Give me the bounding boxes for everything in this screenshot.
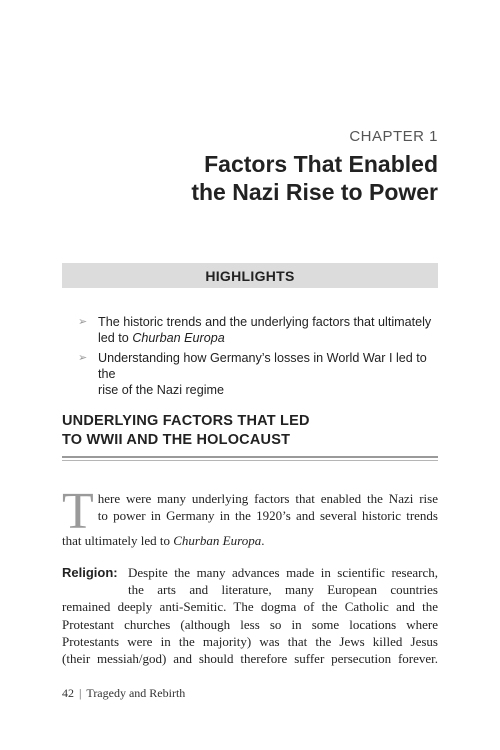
highlight-item bbox=[78, 350, 438, 398]
intro-line: to power in Germany in the 1920’s and several historic trends bbox=[97, 508, 438, 523]
highlights-heading: HIGHLIGHTS bbox=[62, 263, 438, 288]
chapter-label: CHAPTER 1 bbox=[349, 128, 438, 145]
chapter-title bbox=[191, 150, 438, 206]
religion-line: Protestants were in the majority) was that the Jews killed Jesus bbox=[62, 633, 438, 649]
page-number: 42 bbox=[62, 686, 74, 700]
highlight-text-line-2 bbox=[98, 382, 438, 398]
intro-paragraph bbox=[62, 483, 438, 549]
religion-line: Despite the many advances made in scientific research, bbox=[128, 565, 438, 580]
religion-line: the arts and literature, many European countries bbox=[128, 582, 438, 598]
religion-paragraph bbox=[62, 564, 438, 667]
intro-text: that ultimately led to bbox=[62, 533, 174, 548]
highlight-text-line-1: The historic trends and the underlying factors that ultimately bbox=[98, 315, 432, 329]
arrow-bullet-icon: ➢ bbox=[78, 352, 88, 364]
highlights-list bbox=[78, 314, 438, 402]
section-rule-thin bbox=[62, 460, 438, 461]
book-title: Tragedy and Rebirth bbox=[86, 686, 186, 700]
religion-line: remained deeply anti-Semitic. The dogma of the Catholic and the bbox=[62, 599, 438, 615]
highlight-text-line-2 bbox=[98, 330, 438, 346]
section-heading bbox=[62, 412, 438, 450]
highlight-italic-term: Churban Europa bbox=[132, 331, 225, 345]
highlight-text: rise of the Nazi regime bbox=[98, 383, 224, 397]
highlight-item bbox=[78, 314, 438, 346]
page-footer bbox=[62, 686, 185, 701]
intro-text: . bbox=[261, 533, 265, 548]
footer-separator: | bbox=[79, 686, 82, 700]
intro-line bbox=[62, 532, 438, 549]
arrow-bullet-icon: ➢ bbox=[78, 316, 88, 328]
religion-line: (their messiah/god) and should therefore suffer persecution forever. bbox=[62, 651, 438, 667]
intro-line: here were many underlying factors that enabled the Nazi rise bbox=[97, 491, 438, 506]
section-heading-line-2: TO WWII AND THE HOLOCAUST bbox=[62, 432, 291, 448]
section-rule-thick bbox=[62, 456, 438, 458]
chapter-title-line-1: Factors That Enabled bbox=[204, 151, 438, 177]
section-heading-line-1: UNDERLYING FACTORS THAT LED bbox=[62, 413, 310, 429]
highlight-text: led to bbox=[98, 331, 133, 345]
religion-term: Religion: bbox=[62, 565, 118, 580]
drop-cap: T bbox=[62, 483, 94, 540]
chapter-title-line-2: the Nazi Rise to Power bbox=[191, 179, 438, 205]
intro-italic-term: Churban Europa bbox=[173, 533, 262, 548]
religion-line: Protestant churches (although less so in some locations where bbox=[62, 616, 438, 632]
highlight-text-line-1: Understanding how Germany’s losses in World War I led to the bbox=[98, 351, 427, 381]
